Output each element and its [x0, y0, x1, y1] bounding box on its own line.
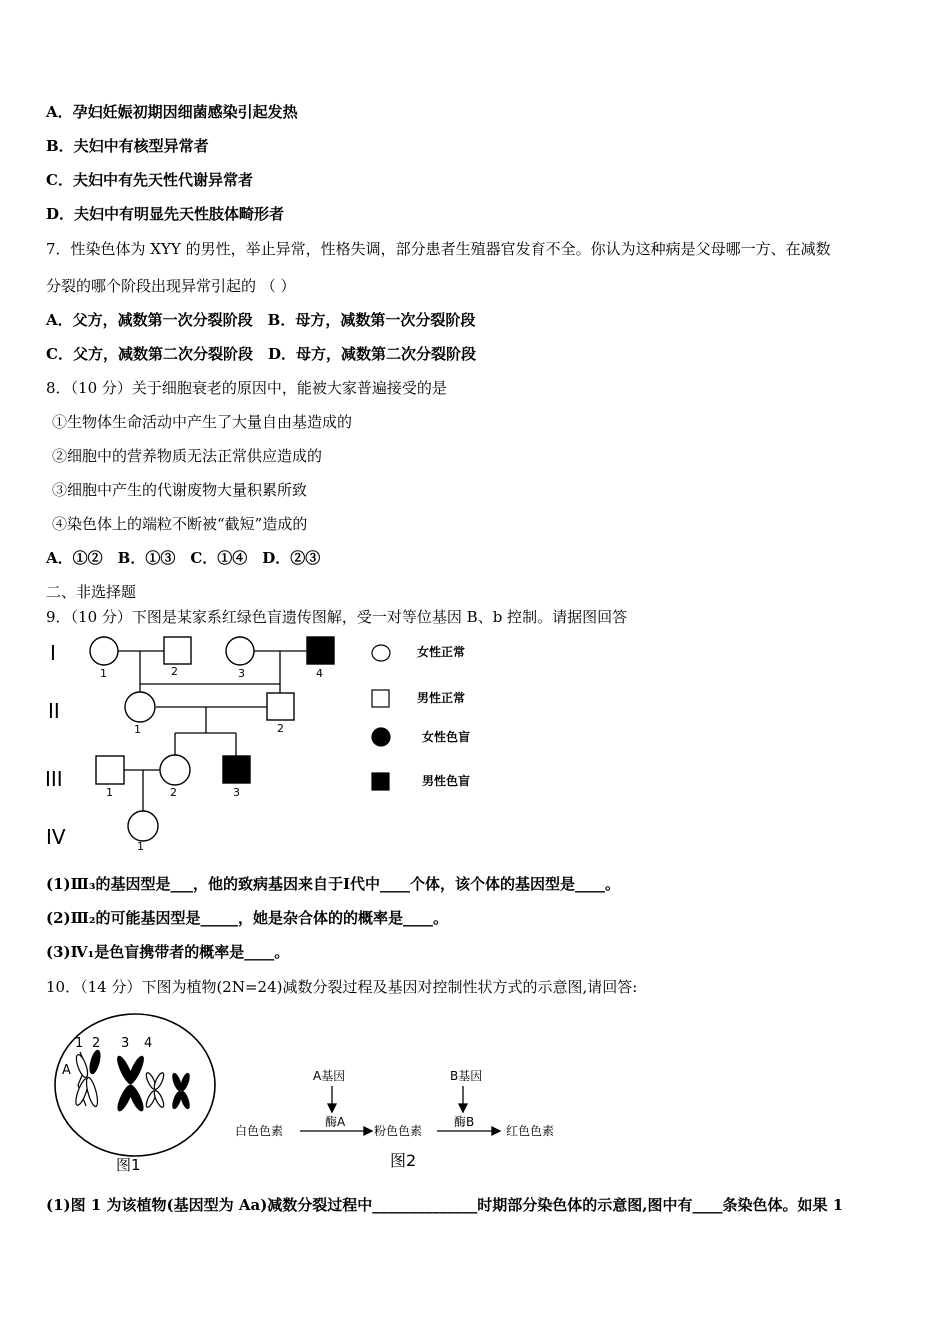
q7-options-ab: A．父方，减数第一次分裂阶段 B．母方，减数第一次分裂阶段: [46, 311, 476, 329]
individual-IV-1: [128, 811, 158, 841]
q10-stem: 10．（14 分）下图为植物(2N=24)减数分裂过程及基因对控制性状方式的示意图,请回答:: [46, 978, 638, 996]
pedigree-chart: [40, 632, 500, 857]
legend-male-colorblind-label: 男性色盲: [422, 774, 471, 788]
label-III-2: 2: [170, 786, 177, 799]
fig2-gene-b: B基因: [450, 1069, 483, 1083]
q8-options: A．①② B．①③ C．①④ D．②③: [46, 549, 321, 567]
label-II-1: 1: [134, 723, 141, 736]
legend-male-colorblind-symbol: [372, 773, 389, 790]
label-I-3: 3: [238, 667, 245, 680]
label-I-4: 4: [316, 667, 323, 680]
q8-stem: 8．（10 分）关于细胞衰老的原因中，能被大家普遍接受的是: [46, 379, 447, 397]
fig2-caption: 图2: [390, 1151, 417, 1170]
fig1-gene-label-a: A: [62, 1063, 71, 1078]
q6-option-b: B．夫妇中有核型异常者: [46, 137, 209, 155]
section-title: 二、非选择题: [46, 583, 137, 601]
individual-III-3: [223, 756, 250, 783]
q9-stem: 9．（10 分）下图是某家系红绿色盲遗传图解，受一对等位基因 B、b 控制。请据图回答: [46, 608, 628, 626]
generation-label-4: IV: [46, 825, 66, 849]
fig1-number-2: 2: [92, 1036, 101, 1051]
q10-sub1: (1)图 1 为该植物(基因型为 Aa)减数分裂过程中______________时期部分染色体的示意图,图中有____条染色体。如果 1: [46, 1196, 844, 1214]
generation-label-2: II: [48, 699, 60, 723]
label-IV-1: 1: [137, 840, 144, 853]
q6-option-d: D．夫妇中有明显先天性肢体畸形者: [46, 205, 285, 223]
q9-sub1: (1)Ⅲ₃的基因型是___，他的致病基因来自于Ⅰ代中____个体，该个体的基因型是____。: [46, 875, 620, 893]
q9-sub2: (2)Ⅲ₂的可能基因型是_____，她是杂合体的的概率是____。: [46, 909, 448, 927]
fig2-gene-a: A基因: [313, 1069, 346, 1083]
fig2-enzyme-b: 酶B: [454, 1115, 475, 1129]
legend-female-colorblind-label: 女性色盲: [422, 730, 471, 744]
fig1-caption: 图1: [116, 1156, 141, 1174]
fig2-enzyme-a: 酶A: [325, 1115, 346, 1129]
fig1-number-3: 3: [121, 1036, 130, 1051]
q6-option-c: C．夫妇中有先天性代谢异常者: [46, 171, 253, 189]
fig1-number-1: 1: [75, 1036, 84, 1051]
individual-II-1: [125, 692, 155, 722]
q8-item-4: ④染色体上的端粒不断被“截短”造成的: [52, 515, 308, 533]
label-III-3: 3: [233, 786, 240, 799]
fig2-white-pigment: 白色色素: [235, 1124, 284, 1138]
fig2-pink-pigment: 粉色色素: [374, 1124, 423, 1138]
individual-I-4: [307, 637, 334, 664]
q6-option-a: A．孕妇妊娠初期因细菌感染引起发热: [46, 103, 298, 121]
q7-stem-line1: 7．性染色体为 XYY 的男性，举止异常，性格失调，部分患者生殖器官发育不全。你认为这种病是父母哪一方、在减数: [46, 240, 831, 258]
individual-I-2: [164, 637, 191, 664]
legend-female-normal-label: 女性正常: [417, 645, 466, 659]
individual-I-1: [90, 637, 118, 665]
q7-stem-line2: 分裂的哪个阶段出现异常引起的 （ ）: [46, 277, 296, 295]
generation-label-3: III: [45, 767, 63, 791]
fig2-red-pigment: 红色色素: [506, 1124, 555, 1138]
individual-II-2: [267, 693, 294, 720]
q9-sub3: (3)Ⅳ₁是色盲携带者的概率是____。: [46, 943, 290, 961]
legend-male-normal-symbol: [372, 690, 389, 707]
q8-item-3: ③细胞中产生的代谢废物大量积累所致: [52, 481, 308, 499]
individual-III-2: [160, 755, 190, 785]
q8-item-2: ②细胞中的营养物质无法正常供应造成的: [52, 447, 323, 465]
legend-male-normal-label: 男性正常: [417, 691, 466, 705]
legend-female-colorblind-symbol: [372, 728, 390, 746]
individual-III-1: [96, 756, 124, 784]
label-I-2: 2: [171, 665, 178, 678]
legend-female-normal-symbol: [372, 645, 390, 661]
label-II-2: 2: [277, 722, 284, 735]
individual-I-3: [226, 637, 254, 665]
figure-2-pathway: [230, 1062, 580, 1174]
q7-options-cd: C．父方，减数第二次分裂阶段 D．母方，减数第二次分裂阶段: [46, 345, 476, 363]
q8-item-1: ①生物体生命活动中产生了大量自由基造成的: [52, 413, 353, 431]
generation-label-1: I: [50, 641, 56, 665]
figure-1-meiosis-cell: [50, 1010, 220, 1175]
fig1-number-4: 4: [144, 1036, 153, 1051]
label-I-1: 1: [100, 667, 107, 680]
label-III-1: 1: [106, 786, 113, 799]
